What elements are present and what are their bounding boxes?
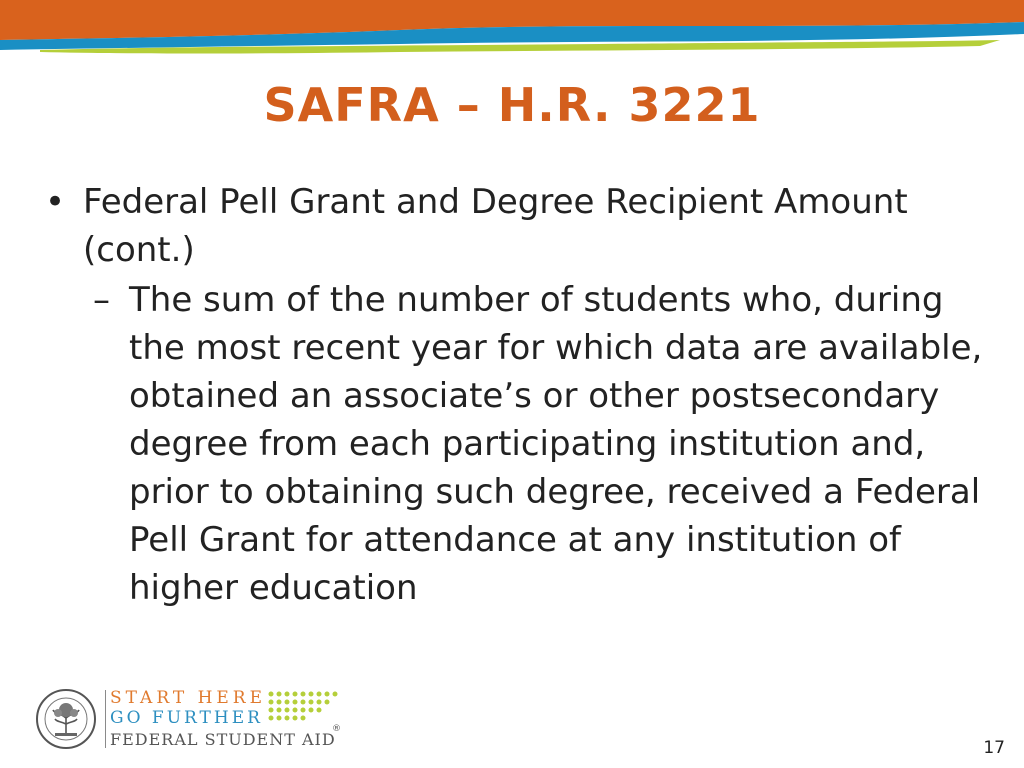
bullet-marker: •: [45, 182, 66, 222]
top-banner: [0, 0, 1024, 60]
logo-tagline-go-further: GO FURTHER: [110, 708, 263, 728]
logo-divider: [105, 690, 106, 748]
registered-mark: ®: [332, 724, 341, 734]
slide-content: [45, 178, 995, 612]
department-of-education-seal-icon: [35, 688, 97, 750]
sub-bullet-marker: –: [93, 280, 110, 320]
page-title: SAFRA – H.R. 3221: [263, 78, 761, 132]
bullet-item: [45, 178, 995, 274]
logo-dot-grid-graphic: [267, 690, 367, 730]
logo-tagline-start-here: START HERE: [110, 688, 267, 708]
logo-wordmark: FEDERAL STUDENT AID: [110, 730, 336, 749]
page-number: 17: [983, 738, 1005, 758]
sub-bullet-text: The sum of the number of students who, during the most recent year for which data are available, obtained an associate’s or other postsecondary degree from each participating institution and, prior to obtaining such degree, received a Federal Pell Grant for attendance at any institution of higher education: [129, 280, 983, 608]
bullet-text: Federal Pell Grant and Degree Recipient Amount (cont.): [83, 182, 908, 270]
sub-bullet-item: [93, 276, 995, 612]
federal-student-aid-logo: [35, 686, 365, 754]
banner-swoosh-graphic: [0, 0, 1024, 60]
